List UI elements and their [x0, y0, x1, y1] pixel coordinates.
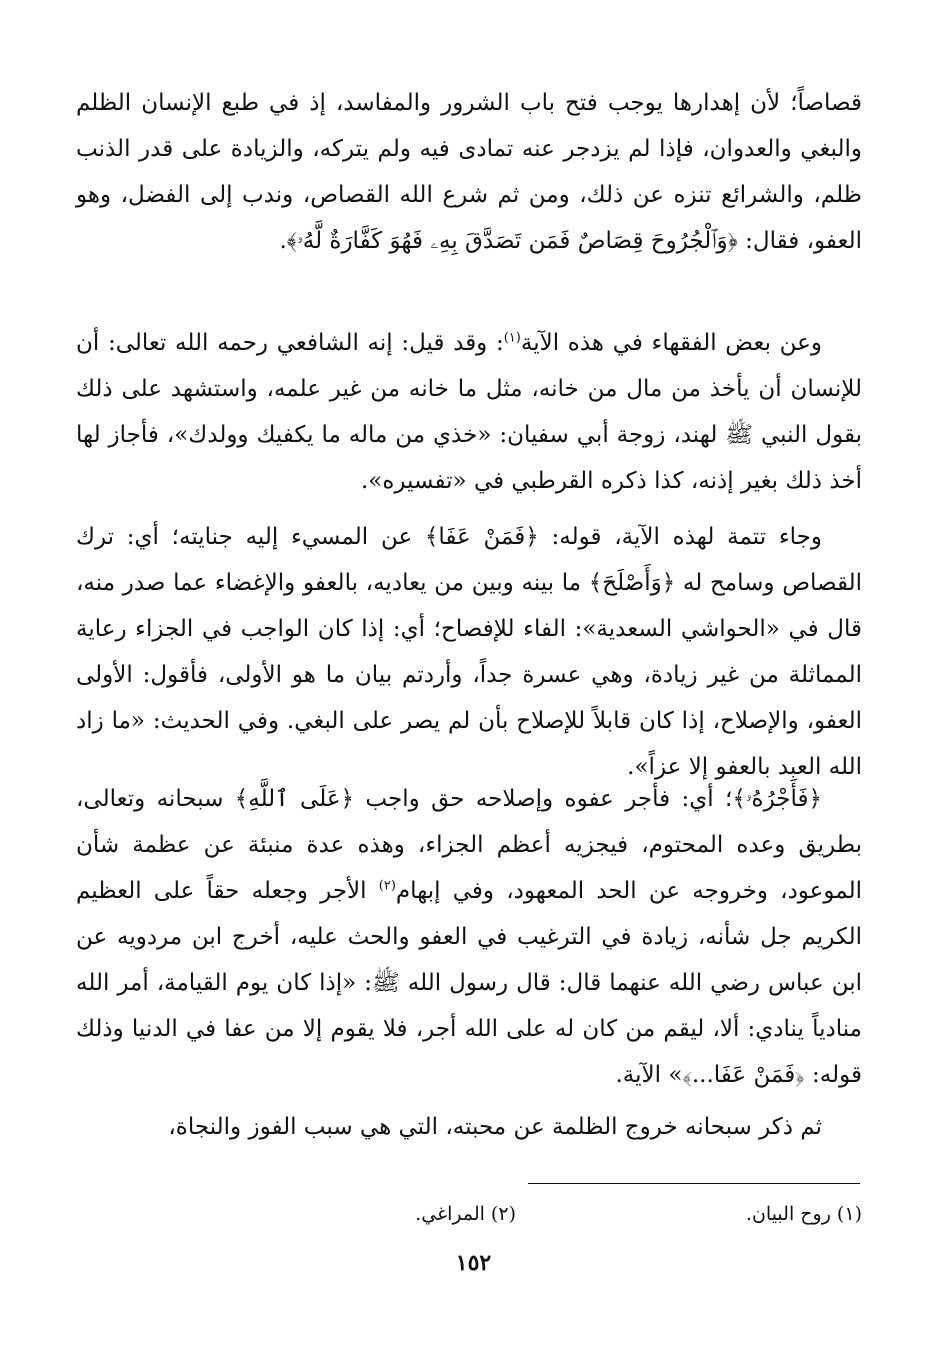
- footnote-2: (٢) المراغي.: [415, 1203, 516, 1225]
- paragraph-text: [76, 776, 862, 1098]
- paragraph-text-start: وعن بعض الفقهاء في هذه الآية: [520, 330, 822, 356]
- paragraph-text: وجاء تتمة لهذه الآية، قوله: ﴿فَمَنْ عَفَا﴾ عن المسيء إليه جنايته؛ أي: ترك القصاص وسامح له ﴿وَأَصْلَحَ﴾ ما بينه وبين من يعاديه، بالعفو والإغضاء عما صدر منه، قال في «الحواشي السعدية»: الفاء للإفصاح؛ أي: إذا كان الواجب في الجزاء رعاية المماثلة من غير زيادة، وهي عسرة جداً، وأردتم بيان ما هو الأولى، فأقول: الأولى العفو، والإصلاح، إذا كان قابلاً للإصلاح بأن لم يصر على البغي. وفي الحديث: «ما زاد الله العبد بالعفو إلا عزاً».: [76, 524, 862, 780]
- paragraph-text: [76, 320, 862, 504]
- paragraph-text: قصاصاً؛ لأن إهدارها يوجب فتح باب الشرور والمفاسد، إذ في طبع الإنسان الظلم والبغي والعدوان، فإذا لم يزدجر عنه تمادى فيه ولم يتركه، والزيادة على قدر الذنب ظلم، والشرائع تنزه عن ذلك، ومن ثم شرع الله القصاص، وندب إلى الفضل، وهو العفو، فقال: ﴿وَٱلْجُرُوحَ قِصَاصٌ فَمَن تَصَدَّقَ بِهِۦ فَهُوَ كَفَّارَةٌ لَّهُۥ﴾.: [76, 90, 862, 254]
- footnotes: [76, 1196, 862, 1236]
- paragraph-text: ثم ذكر سبحانه خروج الظلمة عن محبته، التي هي سبب الفوز والنجاة،: [168, 1114, 822, 1140]
- paragraph-4: [76, 776, 862, 1098]
- paragraph-2: [76, 320, 862, 504]
- footnote-ref-1: (١): [503, 330, 521, 346]
- footnote-1: (١) روح البيان.: [745, 1203, 862, 1225]
- paragraph-1: [76, 80, 862, 264]
- paragraph-text-end: الأجر وجعله حقاً على العظيم الكريم جل شأنه، زيادة في الترغيب في العفو والحث عليه، أخرج ابن مردويه عن ابن عباس رضي الله عنهما قال: قال رسول الله ﷺ: «إذا كان يوم القيامة، أمر الله منادياً ينادي: ألا، ليقم من كان له على الله أجر، فلا يقوم إلا من عفا في الدنيا وذلك قوله: ﴿فَمَنْ عَفَا...﴾» الآية.: [76, 878, 862, 1088]
- paragraph-5: [76, 1104, 862, 1150]
- page-number: ١٥٢: [455, 1250, 492, 1276]
- footnote-divider: [528, 1183, 860, 1184]
- paragraph-3: [76, 514, 862, 790]
- footnote-ref-2: (٢): [378, 878, 396, 894]
- paragraph-text-end: : وقد قيل: إنه الشافعي رحمه الله تعالى: أن للإنسان أن يأخذ من مال من خانه، مثل ما خانه من غير علمه، واستشهد على ذلك بقول النبي ﷺ لهند، زوجة أبي سفيان: «خذي من ماله ما يكفيك وولدك»، فأجاز لها أخذ ذلك بغير إذنه، كذا ذكره القرطبي في «تفسيره».: [76, 330, 862, 494]
- paragraph-text-start: ﴿فَأَجْرُهُۥ﴾؛ أي: فأجر عفوه وإصلاحه حق واجب ﴿عَلَى ٱللَّهِ﴾ سبحانه وتعالى، بطريق وعده المحتوم، فيجزيه أعظم الجزاء، وهذه عدة منبئة عن عظمة شأن الموعود، وخروجه عن الحد المعهود، وفي إبهام: [76, 786, 862, 904]
